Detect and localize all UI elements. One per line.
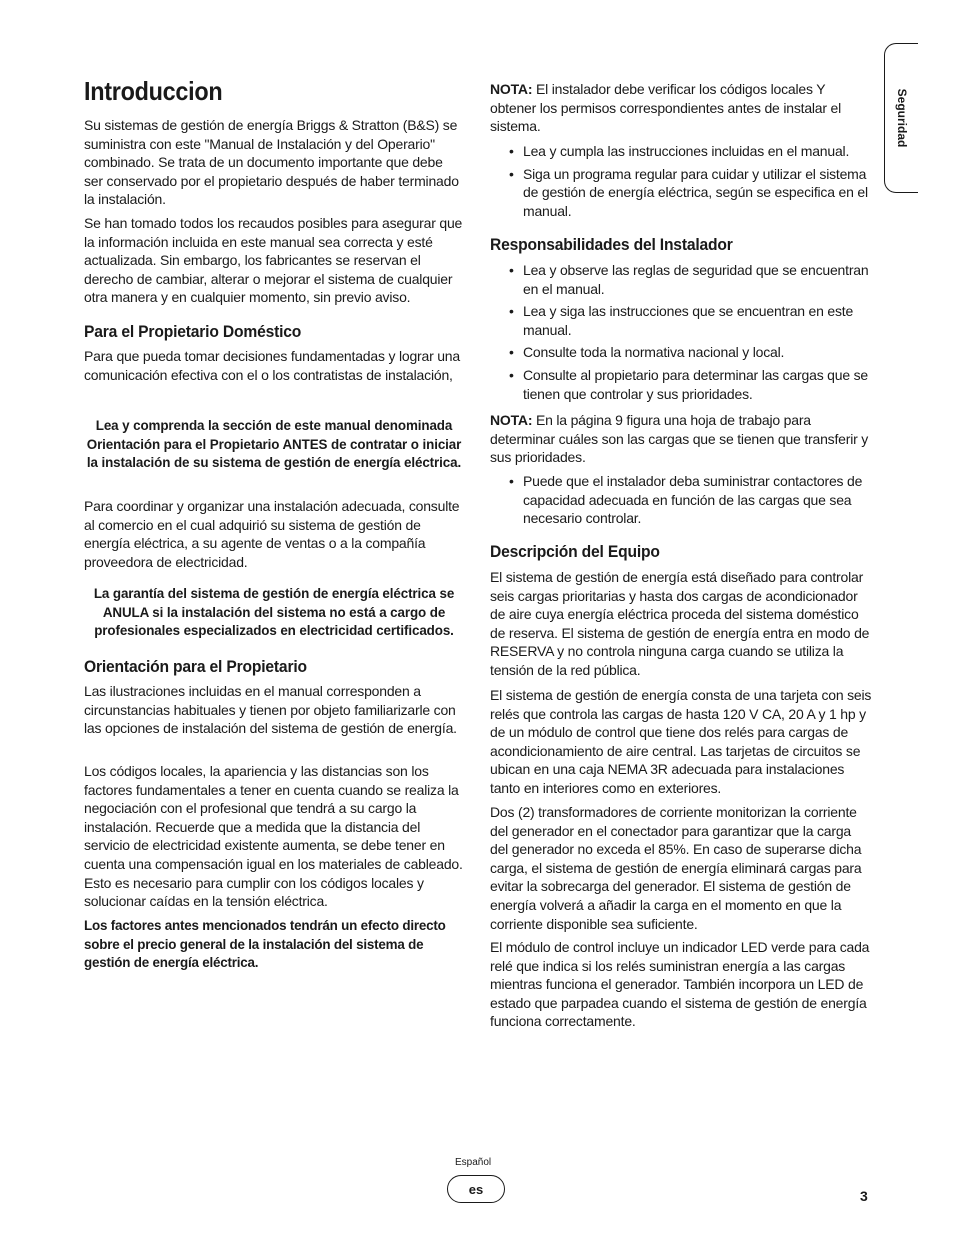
note-2-label: NOTA: [490,412,533,428]
equipment-paragraph-4: El módulo de control incluye un indicador LED verde para cada relé que indica si los relés suministran energía a las cargas mientras funciona el generador. También incorpora un LED de estado que parpadea cuando el sistema de gestión de energía funciona correctamente. [490,939,870,1030]
owner-bold-notice-1: Lea y comprenda la sección de este manual denominada Orientación para el Propietario ANTES de contratar o iniciar la instalación de su sistema de gestión de energía eléctrica. [86,418,462,471]
orientation-paragraph-2: Los códigos locales, la apariencia y las distancias son los factores fundamentales a tener en cuenta cuando se realiza la negociación con el profesional que tendrá a su cargo la instalación. Recuerde que a medida que la distancia del servicio de electricidad existente aumenta, se debe tener en cuenta una compensación igual en los materiales de cableado. Esto es necesario para cumplir con los códigos locales y solucionar caídas en la tensión eléctrica. [84,763,463,910]
note-1 [490,80,872,136]
note-2-text: En la página 9 figura una hoja de trabajo para determinar cuáles son las cargas que se tienen que transferir y sus prioridades. [490,412,869,466]
owner-paragraph-2: Para coordinar y organizar una instalación adecuada, consulte al comercio en el cual adquirió su sistema de gestión de energía eléctrica, a su agente de ventas o a la compañía proveedora de electricidad. [84,498,460,570]
equipment-heading: Descripción del Equipo [490,542,660,561]
language-badge[interactable]: es [447,1175,505,1203]
list-item: • Lea y siga las instrucciones que se encuentran en este manual. [490,302,872,339]
orientation-bold-notice: Los factores antes mencionados tendrán un efecto directo sobre el precio general de la instalación del sistema de gestión de energía eléctrica. [84,918,446,971]
list-item: • Siga un programa regular para cuidar y utilizar el sistema de gestión de energía eléctrica, según se especifica en el manual. [490,165,872,221]
equipment-paragraph-3: Dos (2) transformadores de corriente monitorizan la corriente del generador en el conectador para garantizar que la carga del generador no exceda el 85%. En caso de superarse dicha carga, el sistema de gestión de energía eliminará cargas para evitar la sobrecarga del generador. El sistema de gestión de energía volverá a añadir la carga en el momento en que la corriente disponible sea suficiente. [490,804,862,932]
section-tab-label: Seguridad [894,88,909,148]
list-item: • Puede que el instalador deba suministrar contactores de capacidad adecuada en función de las cargas que sea necesario controlar. [490,472,872,528]
language-label: Español [455,1157,492,1168]
page-title: Introduccion [84,76,223,106]
installer-list [490,261,872,403]
note-1-label: NOTA: [490,81,533,97]
equipment-paragraph-1: El sistema de gestión de energía está diseñado para controlar seis cargas prioritarias y hasta dos cargas de acondicionador de aire cuya energía eléctrica proceda del sistema doméstico de reserva. El sistema de gestión de energía entra en modo de RESERVA y no controla ninguna carga cuando se utiliza la tensión de la red pública. [490,569,870,678]
list-item: • Consulte toda la normativa nacional y local. [490,343,872,362]
intro-paragraph-2: Se han tomado todos los recaudos posibles para asegurar que la información incluida en este manual sea correcta y esté actualizada. Sin embargo, los fabricantes se reservan el derecho de cambiar, alterar o mejorar el sistema de cualquier otra manera y en cualquier momento, sin previo aviso. [84,215,463,306]
section-tab-seguridad[interactable] [884,43,918,193]
warranty-notice: La garantía del sistema de gestión de energía eléctrica se ANULA si la instalación del sistema no está a cargo de profesionales especializados en electricidad certificados. [93,586,455,639]
note-2-list [490,472,872,528]
equipment-paragraph-2: El sistema de gestión de energía consta de una tarjeta con seis relés que controla las cargas de hasta 120 V CA, 20 A y 1 hp y de un módulo de control que tiene dos relés para cargas de acondicionamiento de aire central. Las tarjetas de circuitos se ubican en una caja NEMA 3R adecuada para instalaciones tanto en interiores como en exteriores. [490,687,872,796]
note-2 [490,411,872,467]
owner-heading: Para el Propietario Doméstico [84,322,302,341]
list-item: • Consulte al propietario para determinar las cargas que se tienen que controlar y sus prioridades. [490,366,872,403]
owner-paragraph-1: Para que pueda tomar decisiones fundamentadas y lograr una comunicación efectiva con el o los contratistas de instalación, [84,348,460,383]
list-item: • Lea y observe las reglas de seguridad que se encuentran en el manual. [490,261,872,298]
intro-paragraph-1: Su sistemas de gestión de energía Briggs & Stratton (B&S) se suministra con este "Manual de Instalación y del Operario" combinado. Se trata de un documento importante que debe ser conservado por el propietario después de haber terminado la instalación. [84,117,459,208]
installer-heading: Responsabilidades del Instalador [490,235,733,254]
orientation-heading: Orientación para el Propietario [84,657,307,676]
note-1-list [490,142,872,220]
note-1-text: El instalador debe verificar los códigos locales Y obtener los permisos correspondientes antes de instalar el sistema. [490,81,842,135]
page-number: 3 [860,1188,868,1204]
list-item: • Lea y cumpla las instrucciones incluidas en el manual. [490,142,872,161]
orientation-paragraph-1: Las ilustraciones incluidas en el manual corresponden a circunstancias habituales y tienen por objeto familiarizarle con las opciones de instalación del sistema de gestión de energía. [84,683,457,737]
